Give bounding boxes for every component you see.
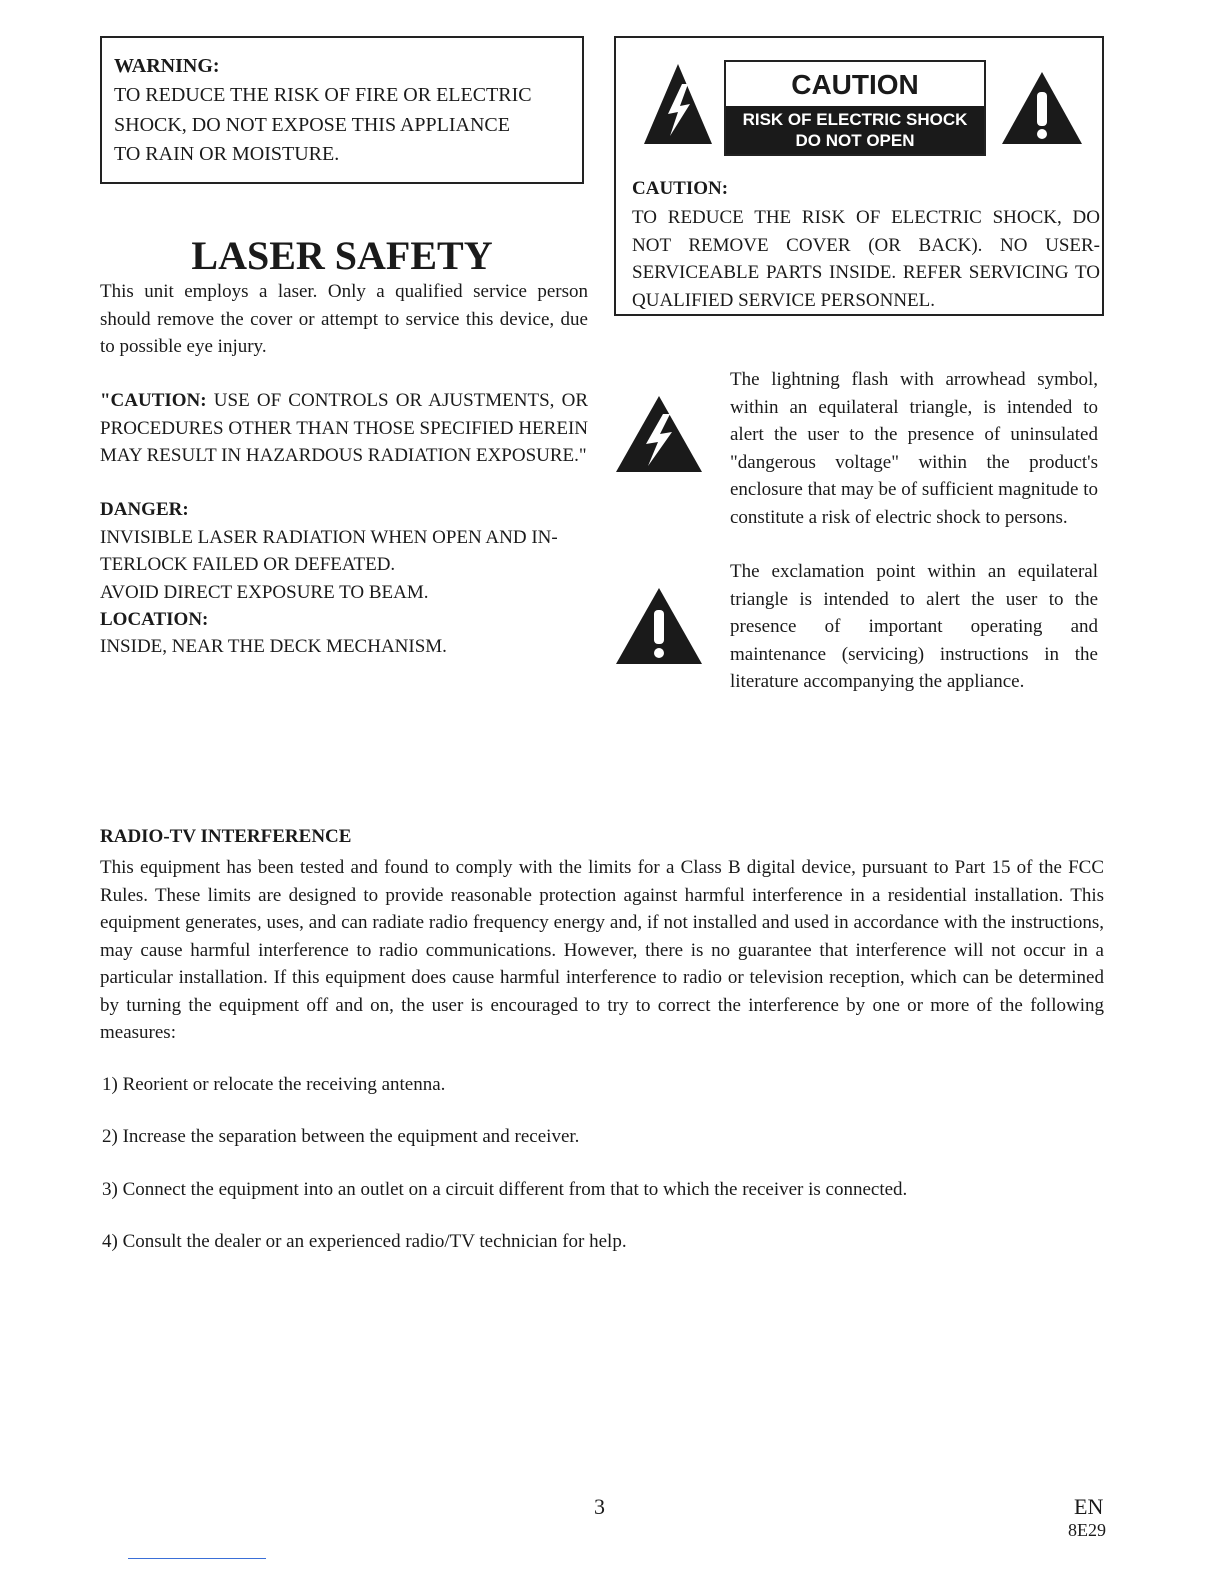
warning-line-1: TO REDUCE THE RISK OF FIRE OR ELECTRIC xyxy=(114,84,532,106)
lightning-triangle-icon xyxy=(642,62,714,146)
radio-tv-interference-title: RADIO-TV INTERFERENCE xyxy=(100,826,352,847)
exclamation-symbol-description: The exclamation point within an equilateral triangle is intended to alert the user to the presence of important operating and maintenance (servicing) instructions in the literature accompanying the appliance. xyxy=(730,561,1098,692)
caution-label-band xyxy=(726,106,984,154)
radio-tv-interference-body: This equipment has been tested and found to comply with the limits for a Class B digital device, pursuant to Part 15 of the FCC Rules. These limits are designed to provide reasonable protection against harmful interference in a residential installation. This equipment generates, uses, and can radiate radio frequency energy and, if not installed and used in accordance with the instructions, may cause harmful interference to radio communications. However, there is no guarantee that interference will not occur in a particular installation. If this equipment does cause harmful interference to radio or television reception, which can be determined by turning the equipment off and on, the user is encouraged to try to correct the interference by one or more of the following measures: xyxy=(100,857,1104,1043)
measure-item-3: 3) Connect the equipment into an outlet on a circuit different from that to which the receiver is connected. xyxy=(102,1179,908,1200)
caution-label-heading: CAUTION xyxy=(791,69,919,100)
warning-line-2: SHOCK, DO NOT EXPOSE THIS APPLIANCE xyxy=(114,113,510,136)
laser-caution-label: "CAUTION: xyxy=(100,390,207,411)
measure-item-1: 1) Reorient or relocate the receiving antenna. xyxy=(102,1074,446,1095)
caution-label xyxy=(724,60,986,156)
language-code: EN xyxy=(1074,1494,1104,1519)
laser-caution-paragraph xyxy=(100,387,588,470)
location-text: INSIDE, NEAR THE DECK MECHANISM. xyxy=(100,636,447,657)
exclamation-triangle-icon xyxy=(1000,70,1084,146)
caution-box xyxy=(614,36,1104,316)
warning-box xyxy=(100,36,584,184)
exclamation-triangle-icon xyxy=(614,586,704,666)
caution-label-band-line-1: RISK OF ELECTRIC SHOCK xyxy=(742,110,968,129)
measure-item-2: 2) Increase the separation between the equipment and receiver. xyxy=(102,1126,580,1147)
page-number: 3 xyxy=(594,1494,605,1519)
footer-rule xyxy=(128,1558,266,1559)
laser-safety-title: LASER SAFETY xyxy=(191,233,493,278)
document-code: 8E29 xyxy=(1068,1520,1106,1540)
lightning-symbol-description: The lightning flash with arrowhead symbol, within an equilateral triangle, is intended to alert the user to the presence of uninsulated "dangerous voltage" within the product's enclosure that may be of sufficient magnitude to constitute a risk of electric shock to persons. xyxy=(730,369,1098,528)
caution-label-band-line-2: DO NOT OPEN xyxy=(795,131,915,150)
danger-line-2: TERLOCK FAILED OR DEFEATED. xyxy=(100,554,396,575)
measure-item-4: 4) Consult the dealer or an experienced radio/TV technician for help. xyxy=(102,1231,627,1252)
caution-notice-body: TO REDUCE THE RISK OF ELECTRIC SHOCK, DO NOT REMOVE COVER (OR BACK). NO USER-SERVICEABLE PARTS INSIDE. REFER SERVICING TO QUALIFIED SERVICE PERSONNEL. xyxy=(632,207,1100,311)
laser-caution-text: USE OF CONTROLS OR AJUSTMENTS, OR PROCEDURES OTHER THAN THOSE SPECIFIED HEREIN MAY RESULT IN HAZARDOUS RADIATION EXPOSURE." xyxy=(100,390,588,466)
warning-title: WARNING: xyxy=(114,55,220,77)
caution-notice-title: CAUTION: xyxy=(632,178,729,199)
warning-line-3: TO RAIN OR MOISTURE. xyxy=(114,143,340,165)
danger-line-1: INVISIBLE LASER RADIATION WHEN OPEN AND IN- xyxy=(100,527,558,548)
danger-line-3: AVOID DIRECT EXPOSURE TO BEAM. xyxy=(100,582,429,603)
danger-label: DANGER: xyxy=(100,499,189,520)
lightning-triangle-icon xyxy=(614,394,704,474)
laser-safety-intro: This unit employs a laser. Only a qualified service person should remove the cover or attempt to service this device, due to possible eye injury. xyxy=(100,281,588,357)
location-label: LOCATION: xyxy=(100,609,209,630)
